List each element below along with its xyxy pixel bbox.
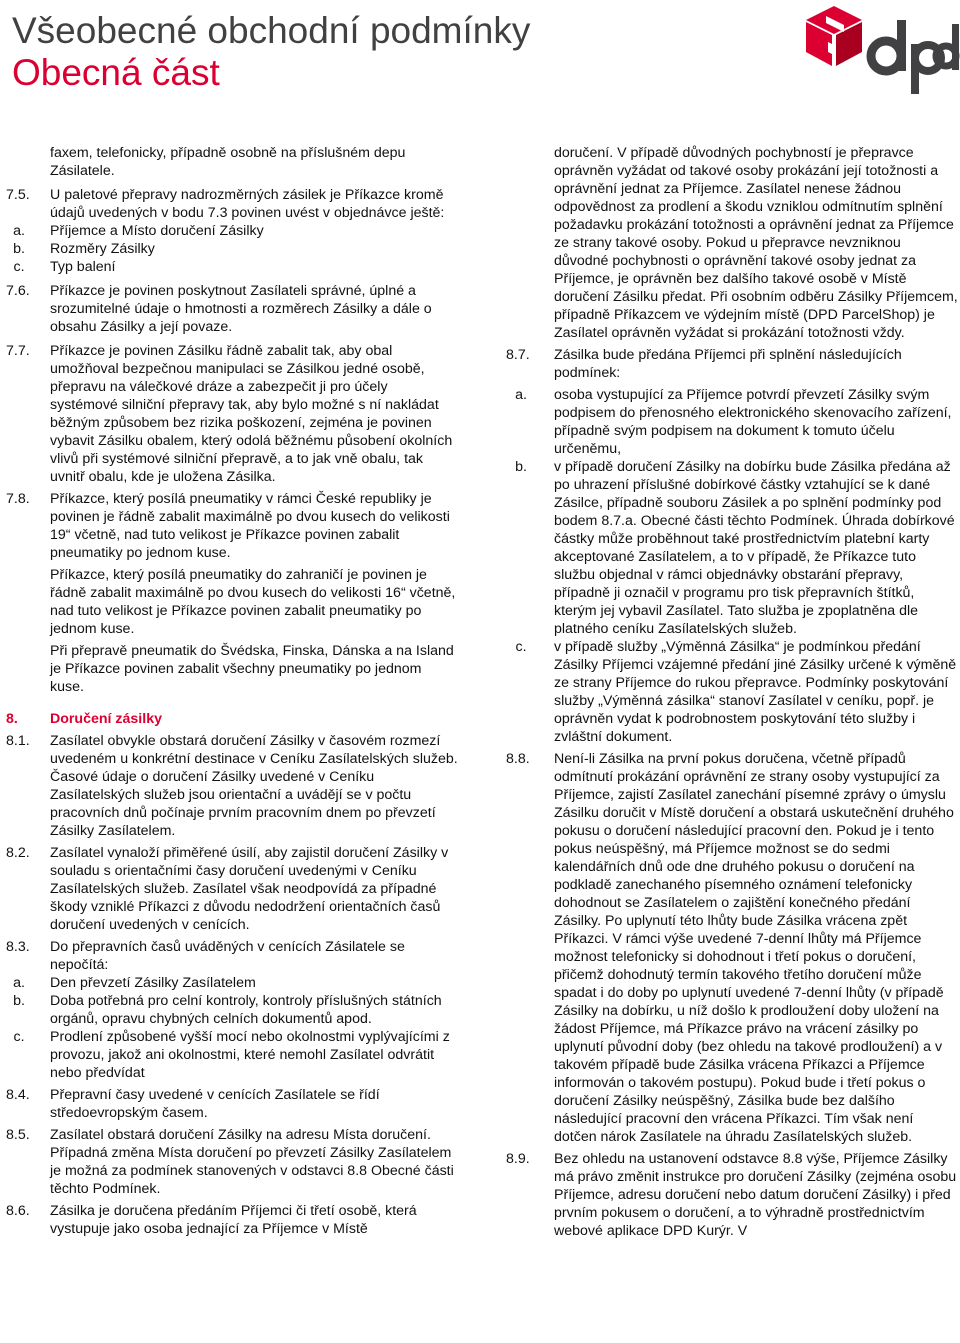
list-marker: c. bbox=[13, 259, 25, 275]
list-item bbox=[6, 222, 458, 240]
left-column bbox=[6, 144, 458, 1242]
clause-number: 7.6. bbox=[6, 283, 30, 299]
clause-8-1 bbox=[6, 732, 458, 840]
list-text: v případě doručení Zásilky na dobírku bude Zásilka předána až po uhrazení příslušné dobírkové částky vztahující se k dané Zásilce, případně souboru Zásilek a po splnění podmínky pod bodem 8.7.a. Obecné části těchto Podmínek. Úhrada dobírkové částky může proběhnout také prostřednictvím platební karty akceptované Zasílatelem, a to v případě, že Příkazce tuto službu objednal v rámci objednávky obstarání přepravy, případně ji označil v programu pro tisk přepravních štítků, kterým jej vybavil Zasílatel. Tato služba je zpoplatněna dle platného ceníku Zasílatelských služeb. bbox=[554, 459, 955, 637]
list-text: Prodlení způsobené vyšší mocí nebo okolnostmi vyplývajícími z provozu, jakož ani okolnostmi, které nemohl Zasílatel odvrátit nebo předvídat bbox=[50, 1029, 450, 1081]
clause-8-3 bbox=[6, 938, 458, 974]
clause-8-8 bbox=[506, 750, 958, 1146]
clause-paragraph: Při přepravě pneumatik do Švédska, Finska, Dánska a na Island je Příkazce povinen zabalit všechny pneumatiky po jednom kuse. bbox=[50, 643, 454, 695]
list-marker: a. bbox=[13, 975, 25, 991]
section-number: 8. bbox=[6, 711, 18, 727]
clause-text: Není-li Zásilka na první pokus doručena, včetně případů odmítnutí prokázání oprávnění ze strany osoby vystupující za Příjemce, zajistí Zasílatel zanechání písemné zprávy o úmyslu Zásilku doručit v Místě doručení a obstará uskutečnění druhého pokusu o doručení následující pracovní den. Pokud je i tento pokus neúspěšný, má Příjemce možnost se do sedmi kalendářních dnů ode dne druhého pokusu o doručení na podkladě zanechaného písemného oznámení telefonicky dohodnout se Zasílatelem o zajištění konečného předání Zásilky. Po uplynutí této lhůty bude Zásilka vrácena zpět Příkazci. V rámci výše uvedené 7-denní lhůty má Příjemce možnost telefonicky si dohodnout i třetí pokus o doručení, přičemž dohodnutý termín takového třetího doručení může spadat i do doby po uplynutí uvedené 7-denní lhůty (v případě Zásilky na dobírku, u níž došlo k prodloužení doby uložení na žádost Příjemce, má Příkazce právo na vrácení zásilky po uplynutí původní doby (bez ohledu na takové prodloužení) a v takovém případě bude Zásilka vrácena Příkazci a Příjemce informován o takovém postupu). Pokud bude i třetí pokus o doručení Zásilky neúspěšný, Zásilka bude bez dalšího následující pracovní den vrácena Příkazci. Tím však není dotčen nárok Zasílatele na úhradu Zasílatelských služeb. bbox=[554, 751, 954, 1145]
clause-text: Příkazce, který posílá pneumatiky v rámci České republiky je povinen je řádně zabalit maximálně po dvou kusech do velikosti 19“ včetně, nad tuto velikost je Příkazce povinen zabalit pneumatiky po jednom kuse. bbox=[50, 491, 450, 561]
clause-number: 8.3. bbox=[6, 939, 30, 955]
clause-text: U paletové přepravy nadrozměrných zásilek je Příkazce kromě údajů uvedených v bodu 7.3 povinen uvést v objednávce ještě: bbox=[50, 187, 445, 221]
clause-7-8 bbox=[6, 490, 458, 562]
list-marker: b. bbox=[13, 241, 25, 257]
clause-text: Zasílatel obvykle obstará doručení Zásilky v časovém rozmezí uvedeném u konkrétní destinace v Ceníku Zasílatelských služeb. Časové údaje o doručení Zásilky uvedené v Ceníku Zasílatelských služeb jsou orientační a uvádějí se v počtu pracovních dnů počínaje prvním pracovním dnem po převzetí Zásilky Zasílatelem. bbox=[50, 733, 458, 839]
clause-text: Příkazce je povinen Zásilku řádně zabalit tak, aby obal umožňoval bezpečnou manipulaci se Zásilkou jedné osobě, přepravu na válečkové dráze a zabezpečit ji pro účely systémové silniční přepravy tak, aby bylo možné s ní nakládat běžným způsobem bez rizika poškození, zejména je povinen vybavit Zásilku obalem, který odolá běžnému působení okolních vlivů při systémové silniční přepravě, a to jak vně obalu, tak uvnitř obalu, kde je uložena Zásilka. bbox=[50, 343, 453, 485]
list-item bbox=[506, 386, 958, 458]
list-item bbox=[506, 458, 958, 638]
list-marker: c. bbox=[515, 639, 527, 655]
list-text: Rozměry Zásilky bbox=[50, 241, 155, 257]
section-title: Doručení zásilky bbox=[50, 711, 162, 727]
clause-8-7 bbox=[506, 346, 958, 382]
clause-number: 8.2. bbox=[6, 845, 30, 861]
paragraph-continuation: faxem, telefonicky, případně osobně na příslušném depu Zásilatele. bbox=[50, 145, 406, 179]
clause-number: 8.8. bbox=[506, 751, 530, 767]
clause-number: 8.5. bbox=[6, 1127, 30, 1143]
clause-7-6 bbox=[6, 282, 458, 336]
list-text: Den převzetí Zásilky Zasílatelem bbox=[50, 975, 256, 991]
list-marker: a. bbox=[515, 387, 527, 403]
clause-number: 7.5. bbox=[6, 187, 30, 203]
list-item bbox=[506, 638, 958, 746]
clause-8-6 bbox=[6, 1202, 458, 1238]
document-title: Všeobecné obchodní podmínky bbox=[12, 10, 531, 51]
list-marker: b. bbox=[13, 993, 25, 1009]
clause-number: 8.6. bbox=[6, 1203, 30, 1219]
paragraph-continuation: doručení. V případě důvodných pochybností je přepravce oprávněn vyžádat od takové osoby prokázání její totožnosti a oprávnění jednat za Příjemce. Zasílatel nenese žádnou odpovědnost za prodlení a škodu vzniklou odmítnutím splnění požadavku prokázání totožnosti a oprávnění jednat za Příjemce ze strany takové osoby. Pokud u přepravce nevzniknou důvodné pochybnosti o oprávnění takové osoby jednat za Příjemce, je oprávněn bez dalšího takové osobě v Místě doručení Zásilku předat. Při osobním odběru Zásilky Příjemcem, případně Příkazcem ve výdejním místě (DPD ParcelShop) je Zasílatel oprávněn vyžádat si prokázání totožnosti vždy. bbox=[554, 145, 958, 341]
clause-text: Příkazce je povinen poskytnout Zasílateli správné, úplné a srozumitelné údaje o hmotnosti a rozměrech Zásilky a dále o obsahu Zásilky a její povaze. bbox=[50, 283, 432, 335]
clause-8-9 bbox=[506, 1150, 958, 1240]
clause-7-7 bbox=[6, 342, 458, 486]
clause-8-5 bbox=[6, 1126, 458, 1198]
list-text: Doba potřebná pro celní kontroly, kontroly příslušných státních orgánů, opravu chybných celních dokumentů apod. bbox=[50, 993, 442, 1027]
list-marker: a. bbox=[13, 223, 25, 239]
list-marker: b. bbox=[515, 459, 527, 475]
clause-text: Zásilka je doručena předáním Příjemci či třetí osobě, která vystupuje jako osoba jednající za Příjemce v Místě bbox=[50, 1203, 417, 1237]
document-subtitle: Obecná část bbox=[12, 52, 220, 93]
clause-text: Zásilka bude předána Příjemci při splnění následujících podmínek: bbox=[554, 347, 902, 381]
clause-paragraph: Příkazce, který posílá pneumatiky do zahraničí je povinen je řádně zabalit maximálně po dvou kusech do velikosti 16“ včetně, nad tuto velikost je Příkazce povinen zabalit pneumatiky po jednom kuse. bbox=[50, 567, 456, 637]
clause-number: 8.9. bbox=[506, 1151, 530, 1167]
clause-number: 7.7. bbox=[6, 343, 30, 359]
list-item bbox=[6, 992, 458, 1028]
clause-number: 7.8. bbox=[6, 491, 30, 507]
clause-number: 8.7. bbox=[506, 347, 530, 363]
page-header bbox=[12, 10, 530, 94]
list-item bbox=[6, 240, 458, 258]
dpd-logo-icon bbox=[796, 0, 960, 100]
clause-text: Do přepravních časů uváděných v cenících Zásilatele se nepočítá: bbox=[50, 939, 405, 973]
clause-7-5 bbox=[6, 186, 458, 222]
section-heading bbox=[6, 710, 458, 728]
right-column bbox=[506, 144, 958, 1244]
clause-8-4 bbox=[6, 1086, 458, 1122]
clause-text: Zasílatel obstará doručení Zásilky na adresu Místa doručení. Případná změna Místa doručení po převzetí Zásilky Zasílatelem je možná za podmínek stanovených v odstavci 8.8 Obecné části těchto Podmínek. bbox=[50, 1127, 454, 1197]
clause-text: Přepravní časy uvedené v cenících Zasílatele se řídí středoevropským časem. bbox=[50, 1087, 380, 1121]
list-item bbox=[6, 258, 458, 276]
clause-text: Bez ohledu na ustanovení odstavce 8.8 výše, Příjemce Zásilky má právo změnit instrukce pro doručení Zásilky (zejména osobu Příjemce, adresu doručení nebo datum doručení Zásilky) i před prvním pokusem o doručení, a to výhradně prostřednictvím webové aplikace DPD Kurýr. V bbox=[554, 1151, 957, 1239]
list-text: v případě služby „Výměnná Zásilka“ je podmínkou předání Zásilky Příjemci vzájemné předání jiné Zásilky určené k výměně ze strany Příjemce do rukou přepravce. Podmínky poskytování služby „Výměnná zásilka“ stanoví Zasílatel v ceníku, popř. je oprávněn vydat k podrobnostem poskytování této služby i zvláštní dokument. bbox=[554, 639, 957, 745]
clause-text: Zasílatel vynaloží přiměřené úsilí, aby zajistil doručení Zásilky v souladu s orientačními časy doručení uvedenými v Ceníku Zasílatelských služeb. Zasílatel však neodpovídá za případné škody vzniklé Příkazci z důvodu nedodržení orientačních časů doručení uvedených v cenících. bbox=[50, 845, 449, 933]
list-text: Příjemce a Místo doručení Zásilky bbox=[50, 223, 264, 239]
list-item bbox=[6, 1028, 458, 1082]
list-text: Typ balení bbox=[50, 259, 116, 275]
list-item bbox=[6, 974, 458, 992]
clause-8-2 bbox=[6, 844, 458, 934]
clause-number: 8.1. bbox=[6, 733, 30, 749]
clause-number: 8.4. bbox=[6, 1087, 30, 1103]
list-text: osoba vystupující za Příjemce potvrdí převzetí Zásilky svým podpisem do přenosného elektronického skenovacího zařízení, případně svým podpisem na dokument k tomuto účelu určeněmu, bbox=[554, 387, 952, 457]
list-marker: c. bbox=[13, 1029, 25, 1045]
